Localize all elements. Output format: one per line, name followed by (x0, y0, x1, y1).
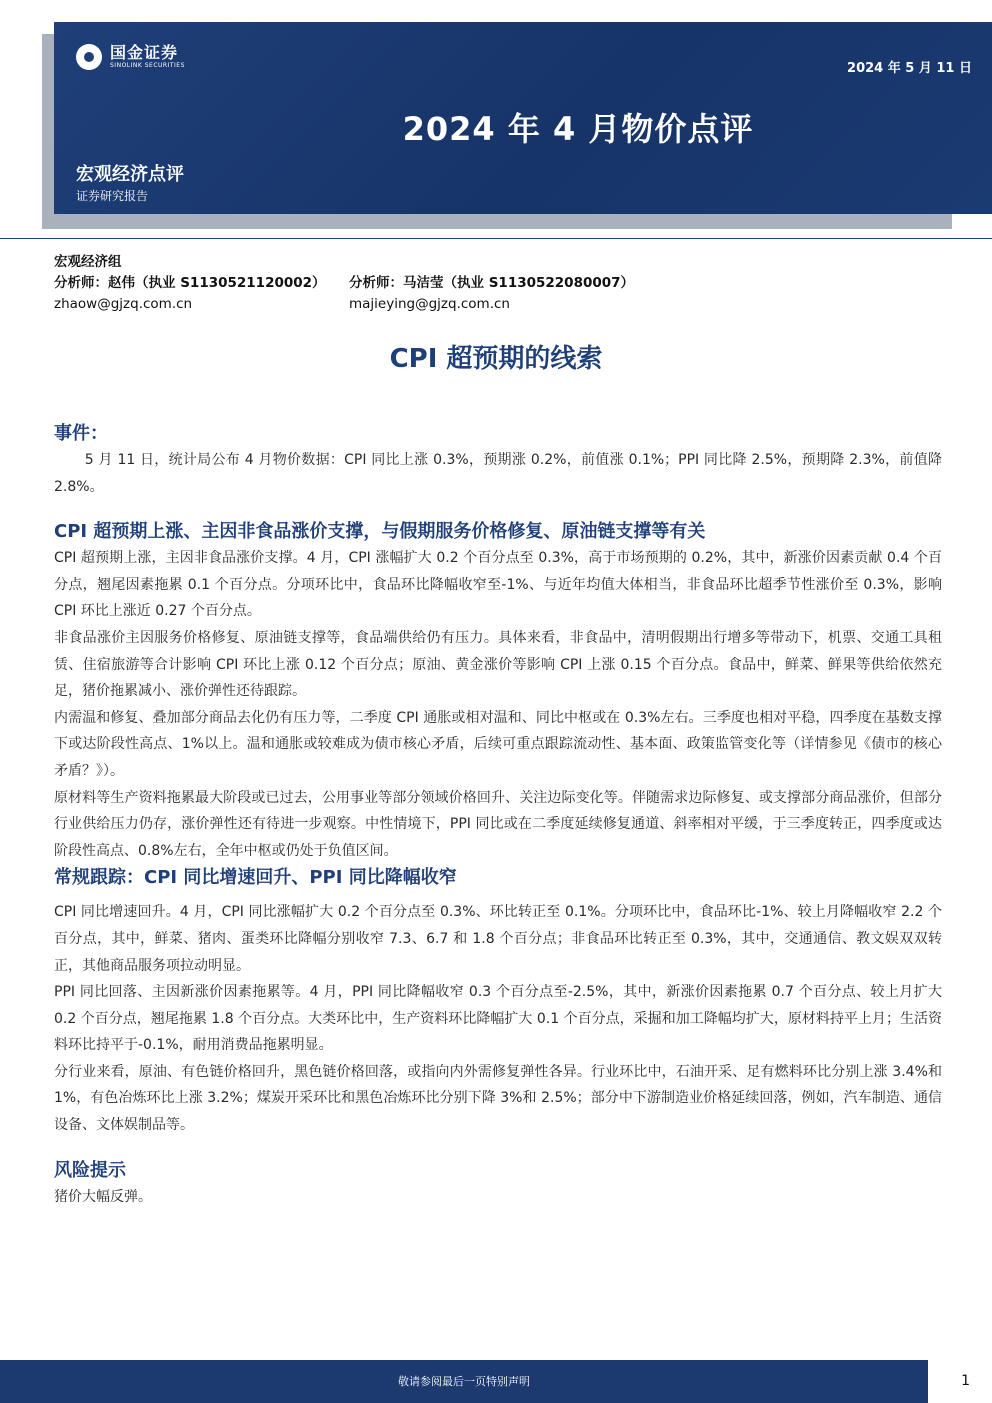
header-divider (0, 238, 992, 239)
event-heading: 事件： (54, 423, 108, 444)
report-banner (54, 22, 992, 214)
report-category: 宏观经济点评 (76, 164, 184, 185)
author-2 (349, 273, 634, 315)
logo-chinese-name: 国金证券 (110, 43, 179, 62)
cpi-paragraph-1: CPI 超预期上涨，主因非食品涨价支撑。4 月，CPI 涨幅扩大 0.2 个百分点至 0.3%，高于市场预期的 0.2%，其中，新涨价因素贡献 0.4 个百分点，翘尾因素拖累 0.1 个百分点。分项环比中，食品环比降幅收窄至-1%、与近年均值大体相当，非食品环比超季节性涨价至 0.3%，影响 CPI 环比上涨近 0.27 个百分点。 (54, 550, 942, 620)
author-2-email[interactable]: majieying@gjzq.com.cn (349, 296, 510, 312)
tracking-paragraph-3: 分行业来看，原油、有色链价格回升，黑色链价格回落，或指向内外需修复弹性各异。行业环比中，石油开采、足有燃料环比分别上涨 3.4%和 1%，有色冶炼环比上涨 3.2%；煤炭开采环比和黑色冶炼环比分别下降 3%和 2.5%；部分中下游制造业价格延续回落，例如，汽车制造、通信设备、文体娱制品等。 (54, 1063, 942, 1134)
report-date: 2024 年 5 月 11 日 (847, 61, 972, 76)
company-logo (76, 44, 185, 70)
tracking-heading: 常规跟踪：CPI 同比增速回升、PPI 同比降幅收窄 (54, 867, 457, 889)
logo-mark-icon (76, 44, 102, 70)
report-body (54, 420, 942, 1210)
event-paragraph: 5 月 11 日，统计局公布 4 月物价数据：CPI 同比上涨 0.3%，预期涨 0.2%，前值涨 0.1%；PPI 同比降 2.5%，预期降 2.3%，前值降 2.8%。 (54, 452, 942, 495)
author-1 (54, 273, 326, 315)
authors-block (54, 252, 635, 312)
research-group: 宏观经济组 (54, 254, 122, 270)
report-subcategory: 证券研究报告 (76, 189, 149, 203)
risk-paragraph: 猪价大幅反弹。 (54, 1188, 152, 1205)
cpi-paragraph-3: 内需温和修复、叠加部分商品去化仍有压力等，二季度 CPI 通胀或相对温和、同比中枢或在 0.3%左右。三季度也相对平稳，四季度在基数支撑下或达阶段性高点、1%以上。温和通胀或较难成为债市核心矛盾，后续可重点跟踪流动性、基本面、政策监管变化等（详情参见《债市的核心矛盾？》）。 (54, 709, 942, 779)
report-title: 2024 年 4 月物价点评 (402, 110, 754, 148)
cpi-paragraph-4: 原材料等生产资料拖累最大阶段或已过去，公用事业等部分领域价格回升、关注边际变化等。伴随需求边际修复、或支撑部分商品涨价，但部分行业供给压力仍存，涨价弹性还有待进一步观察。中性情境下，PPI 同比或在二季度延续修复通道、斜率相对平缓，于三季度转正，四季度或达阶段性高点、0.8%左右，全年中枢或仍处于负值区间。 (54, 789, 942, 859)
cpi-heading: CPI 超预期上涨、主因非食品涨价支撑，与假期服务价格修复、原油链支撑等有关 (54, 521, 706, 543)
author-1-email[interactable]: zhaow@gjzq.com.cn (54, 296, 193, 312)
logo-english-name: SINOLINK SECURITIES (110, 62, 185, 69)
risk-heading: 风险提示 (54, 1159, 126, 1181)
author-1-name: 分析师：赵伟（执业 S1130521120002） (54, 275, 326, 291)
main-title: CPI 超预期的线索 (389, 344, 603, 374)
cpi-paragraph-2: 非食品涨价主因服务价格修复、原油链支撑等，食品端供给仍有压力。具体来看，非食品中，清明假期出行增多等带动下，机票、交通工具租赁、住宿旅游等合计影响 CPI 环比上涨 0.12 个百分点；原油、黄金涨价等影响 CPI 上涨 0.15 个百分点。食品中，鲜菜、鲜果等供给依然充足，猪价拖累减小、涨价弹性还待跟踪。 (54, 629, 942, 700)
tracking-paragraph-2: PPI 同比回落、主因新涨价因素拖累等。4 月，PPI 同比降幅收窄 0.3 个百分点至-2.5%，其中，新涨价因素拖累 0.7 个百分点、较上月扩大 0.2 个百分点，翘尾拖累 1.8 个百分点。大类环比中，生产资料环比降幅扩大 0.1 个百分点，采掘和加工降幅均扩大，原材料持平上月；生活资料环比持平于-0.1%，耐用消费品拖累明显。 (54, 984, 942, 1054)
disclaimer-notice: 敬请参阅最后一页特别声明 (0, 1360, 928, 1403)
tracking-paragraph-1: CPI 同比增速回升。4 月，CPI 同比涨幅扩大 0.2 个百分点至 0.3%、环比转正至 0.1%。分项环比中，食品环比-1%、较上月降幅收窄 2.2 个百分点，其中，鲜菜、猪肉、蛋类环比降幅分别收窄 7.3、6.7 和 1.8 个百分点；非食品环比转正至 0.3%，其中，交通通信、教文娱双双转正，其他商品服务项拉动明显。 (54, 904, 942, 974)
author-2-name: 分析师：马洁莹（执业 S1130522080007） (349, 275, 635, 291)
page-footer (0, 1360, 992, 1403)
page-number: 1 (961, 1373, 970, 1389)
